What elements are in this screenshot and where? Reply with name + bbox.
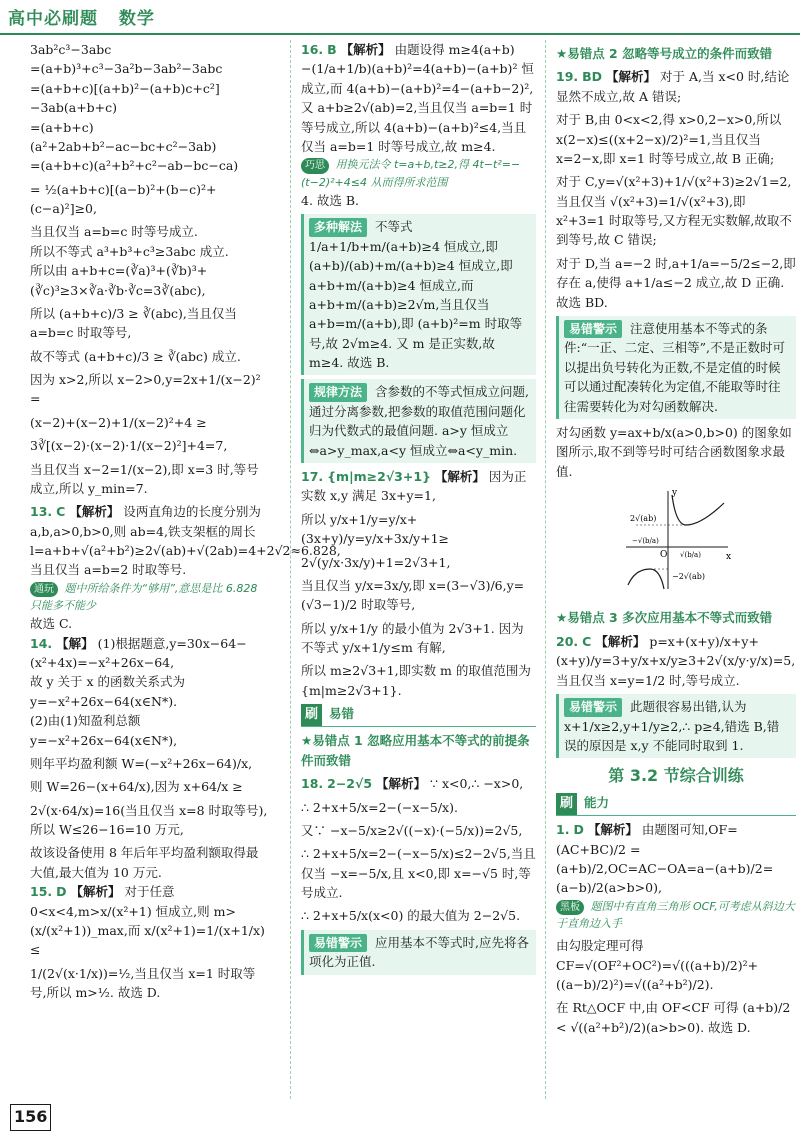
- tip-box-text: 不等式 1/a+1/b+m/(a+b)≥4 恒成立,即 (a+b)/(ab)+m/(a+b)≥4 恒成立,即 a+b+m/(a+b)≥4 恒成立,而 a+b+m/(a+b)≥2√m,当且仅当 a+b=m/(a+b),即 (a+b)²=m 时取等号,故 2√m≥4. 又 m 是正实数,故 m≥4. 故选 B.: [309, 219, 523, 371]
- analysis-tag: 【解析】: [376, 776, 427, 792]
- error-point-label: ★易错点 2: [556, 46, 618, 61]
- note-label: 通玩: [30, 582, 58, 598]
- answer-letter: D: [573, 822, 584, 838]
- book-title-text: 高中必刷题: [8, 9, 98, 29]
- tip-box-label: 易错警示: [564, 320, 622, 339]
- question-number: 19.: [556, 69, 579, 85]
- text-line: =(a+b+c)(a²+b²+c²−ab−bc−ca): [30, 158, 239, 174]
- section-tag: 刷: [556, 793, 577, 815]
- question-17: [301, 467, 536, 700]
- text-line: 3∛[(x−2)·(x−2)·1/(x−2)²]+4=7,: [30, 438, 228, 454]
- solution-text: 设两直角边的长度分别为 a,b,a>0,b>0,则 ab=4,铁支架框的周长: [30, 504, 261, 539]
- error-point-label: ★易错点 1: [301, 733, 363, 749]
- solution-text: 对于 B,由 0<x<2,得 x>0,2−x>0,所以 x(2−x)≤((x+2−x)/2)²=1,当且仅当 x=2−x,即 x=1 时等号成立,故 B 正确;: [556, 112, 782, 166]
- analysis-tag: 【解析】: [70, 884, 121, 900]
- question-20: [556, 632, 796, 690]
- solution-text: 对于 D,当 a=−2 时,a+1/a=−5/2≤−2,即存在 a,使得 a+1/a≤−2 成立,故 D 正确. 故选 BD.: [556, 255, 796, 310]
- y-axis-label: y: [672, 488, 678, 499]
- error-point-title: 忽略等号成立的条件而致错: [622, 46, 773, 61]
- error-point-title: 忽略应用基本不等式的前提条件而致错: [301, 733, 530, 768]
- text-line: = ½(a+b+c)[(a−b)²+(b−c)²+(c−a)²]≥0,: [30, 181, 217, 216]
- solution-text: 故选 C.: [30, 616, 73, 632]
- solution-text: 2√(x·64/x)=16(当且仅当 x=8 时取等号),所以 W≤26−16=10 万元,: [30, 802, 268, 838]
- analysis-tag: 【解析】: [595, 633, 646, 649]
- tip-box-warning: [556, 694, 796, 758]
- error-point-title: 多次应用基本不等式而致错: [622, 610, 773, 626]
- solution-text: 故 y 关于 x 的函数关系式为 y=−x²+26x−64(x∈N*).: [30, 674, 186, 709]
- tip-box-warning: [556, 316, 796, 419]
- analysis-tag: 【解析】: [587, 822, 638, 838]
- solution-text: 所以 y/x+1/y=y/x+(3x+y)/y=y/x+3x/y+1≥: [301, 511, 450, 547]
- solution-text: 由题图可知,OF=(AC+BC)/2 = (a+b)/2,OC=AC−OA=a−(a+b)/2=(a−b)/2(a>b>0),: [556, 822, 774, 896]
- solution-text: ∴ 2+x+5/x=2−(−x−5/x)≤2−2√5,当且仅当 −x=−5/x,且 x<0,即 x=−√5 时,等号成立.: [301, 846, 536, 900]
- text-line: (x−2)+(x−2)+1/(x−2)²+4 ≥: [30, 414, 207, 430]
- question-16: [301, 40, 536, 210]
- solution-text: 4. 故选 B.: [301, 192, 360, 208]
- question-number: 14.: [30, 635, 53, 651]
- analysis-tag: 【解析】: [434, 469, 485, 485]
- tip-box-method: [301, 379, 536, 463]
- text-line: 所以不等式 a³+b³+c³≥3abc 成立.: [30, 243, 229, 259]
- solution-text: 当且仅当 y/x=3x/y,即 x=(3−√3)/6,y=(√3−1)/2 时取等号,: [301, 577, 525, 613]
- answer-text: 2−2√5: [327, 776, 373, 792]
- text-line: 故不等式 (a+b+c)/3 ≥ ∛(abc) 成立.: [30, 348, 241, 364]
- solution-text: 2√(y/x·3x/y)+1=2√3+1,: [301, 554, 451, 570]
- max-value-label: 2√(ab): [630, 514, 657, 524]
- question-number: 13.: [30, 504, 53, 520]
- subject-label: 数学: [118, 9, 155, 29]
- solution-text: ∴ 2+x+5/x=2−(−x−5/x).: [301, 799, 458, 815]
- question-number: 17.: [301, 469, 324, 485]
- solution-text: 在 Rt△OCF 中,由 OF<CF 可得 (a+b)/2 < √((a²+b²)/2)(a>b>0). 故选 D.: [556, 1000, 791, 1035]
- margin-note: [556, 898, 796, 933]
- x-axis-label: x: [726, 552, 732, 563]
- hook-function-graph: [616, 485, 736, 595]
- solution-text: 所以 m≥2√3+1,即实数 m 的取值范围为 {m|m≥2√3+1}.: [301, 663, 531, 698]
- note-text: 用换元法令 t=a+b,t≥2,得 4t−t²=−(t−2)²+4≤4 从而得所求范围: [301, 158, 521, 189]
- answer-letter: C: [582, 633, 592, 649]
- solution-text: 故该设备使用 8 年后年平均盈利额取得最大值,最大值为 10 万元.: [30, 845, 259, 880]
- question-15: [30, 882, 270, 1002]
- note-text: 题图中有直角三角形 OCF,可考虑从斜边大于直角边入手: [556, 899, 795, 931]
- solution-text: ∵ x<0,∴ −x>0,: [430, 776, 524, 792]
- text-line: 当且仅当 a=b=c 时等号成立.: [30, 224, 198, 240]
- solution-text: (1)根据题意,y=30x−64−(x²+4x)=−x²+26x−64,: [30, 635, 247, 671]
- answer-letter: C: [56, 504, 66, 520]
- text-line: 所以由 a+b+c=(∛a)³+(∛b)³+(∛c)³≥3×∛a·∛b·∛c=3∛(abc),: [30, 263, 208, 298]
- question-number: 15.: [30, 884, 53, 900]
- analysis-tag: 【解析】: [340, 42, 391, 57]
- error-point-heading: [301, 731, 536, 770]
- page-number: 156: [10, 1104, 51, 1131]
- margin-note: [30, 580, 270, 615]
- solution-text: 对于 A,当 x<0 时,结论显然不成立,故 A 错误;: [556, 69, 790, 104]
- solution-text: 由题设得 m≥4(a+b)−(1/a+1/b)(a+b)²=4(a+b)−(a+b)² 恒成立,而 4(a+b)−(a+b)²=4−(a+b−2)²,: [301, 42, 534, 96]
- section-label: 易错: [329, 706, 355, 722]
- question-number: 16.: [301, 42, 324, 57]
- solution-text: 又∵ −x−5/x≥2√((−x)·(−5/x))=2√5,: [301, 822, 523, 838]
- question-number: 20.: [556, 633, 579, 649]
- question-1: [556, 820, 796, 1037]
- section-header-ability: [556, 793, 796, 816]
- text-line: =(a+b+c)(a²+2ab+b²−ac−bc+c²−3ab): [30, 119, 217, 154]
- text-line: 3ab²c³−3abc: [30, 42, 112, 57]
- tip-box-text: 含参数的不等式恒成立问题,通过分离参数,把参数的取值范围问题化归为代数式的最值问题. a>y 恒成立⇔a>y_max,a<y 恒成立⇔a<y_min.: [309, 384, 529, 458]
- tip-box-warning: [301, 930, 536, 975]
- question-13: [30, 502, 341, 633]
- section-header-errors: [301, 704, 536, 727]
- question-14: [30, 634, 270, 883]
- note-label: 巧思: [301, 158, 329, 174]
- positive-root-label: √(b/a): [680, 551, 701, 560]
- solution-text: 对勾函数 y=ax+b/x(a>0,b>0) 的图象如图所示,取不到等号时可结合函数图象求最值.: [556, 424, 792, 479]
- section-tag: 刷: [301, 704, 322, 726]
- solution-text: 对于 C,y=√(x²+3)+1/√(x²+3)≥2√1=2,当且仅当 √(x²+3)=1/√(x²+3),即 x²+3=1 时取等号,又方程无实数解,故取不到等号,故 C 错误;: [556, 174, 792, 248]
- origin-label: O: [660, 550, 668, 561]
- solution-text: ∴ 2+x+5/x(x<0) 的最大值为 2−2√5.: [301, 908, 521, 924]
- text-line: 所以 (a+b+c)/3 ≥ ∛(abc),当且仅当 a=b=c 时取等号,: [30, 305, 237, 341]
- header-divider: [0, 33, 800, 35]
- tip-box-label: 规律方法: [309, 383, 367, 402]
- answer-letter: B: [327, 42, 337, 57]
- tip-box-label: 多种解法: [309, 218, 367, 237]
- error-point-label: ★易错点 3: [556, 610, 618, 626]
- negative-root-label: −√(b/a): [632, 537, 659, 546]
- text-line: =(a+b+c)[(a+b)²−(a+b)c+c²]−3ab(a+b+c): [30, 80, 220, 116]
- analysis-tag: 【解析】: [69, 504, 120, 520]
- analysis-tag: 【解】: [56, 635, 94, 651]
- min-value-label: −2√(ab): [672, 572, 706, 582]
- solution-text: 由勾股定理可得 CF=√(OF²+OC²)=√(((a+b)/2)²+((a−b)/2)²)=√((a²+b²)/2).: [556, 938, 759, 993]
- tip-box-multiple-methods: [301, 214, 536, 375]
- solution-text: 则 W=26−(x+64/x),因为 x+64/x ≥: [30, 779, 243, 795]
- error-point-heading: [556, 44, 796, 63]
- solution-text: 则年平均盈利额 W=(−x²+26x−64)/x,: [30, 755, 253, 771]
- answer-letter: BD: [582, 69, 603, 85]
- solution-text: 因为正实数 x,y 满足 3x+y=1,: [301, 469, 527, 504]
- solution-text: 所以 y/x+1/y 的最小值为 2√3+1. 因为不等式 y/x+1/y≤m 有解,: [301, 620, 524, 656]
- margin-note: [301, 156, 536, 191]
- solution-text: l=a+b+√(a²+b²)≥2√(ab)+√(2ab)=4+2√2≈6.828,当且仅当 a=b=2 时取等号.: [30, 543, 341, 578]
- tip-box-text: 此题很容易出错,认为 x+1/x≥2,y+1/y≥2,∴ p≥4,错选 B,错误的原因是 x,y 不能同时取到 1.: [564, 698, 780, 753]
- section-label: 能力: [584, 795, 610, 811]
- solution-text: (2)由(1)知盈利总额 y=−x²+26x−64(x∈N*),: [30, 713, 178, 748]
- page-header: [0, 0, 800, 34]
- answer-text: {m|m≥2√3+1}: [327, 469, 431, 485]
- column-2: [290, 40, 536, 1099]
- question-number: 18.: [301, 776, 324, 792]
- answer-letter: D: [56, 884, 67, 900]
- curve-negative: [628, 569, 664, 589]
- curve-positive: [672, 495, 724, 525]
- analysis-tag: 【解析】: [606, 69, 657, 85]
- question-18: [301, 774, 536, 926]
- tip-box-text: 注意使用基本不等式的条件:“一正、二定、三相等”,不是正数时可以提出负号转化为正数,不是定值的时候可以通过配凑转化为定值,不能取等时往往需要转化为对勾函数解决.: [564, 320, 785, 414]
- note-label: 黑板: [556, 900, 584, 916]
- tip-box-text: 应用基本不等式时,应先将各项化为正值.: [309, 934, 529, 970]
- tip-box-label: 易错警示: [309, 934, 367, 953]
- text-line: 当且仅当 x−2=1/(x−2),即 x=3 时,等号成立,所以 y_min=7.: [30, 461, 259, 496]
- question-19: [556, 67, 796, 312]
- note-text: 题中所给条件为“够用”,意思是比 6.828 只能多不能少: [30, 581, 258, 613]
- question-number: 1.: [556, 822, 570, 838]
- error-point-heading: [556, 608, 796, 627]
- solution-text: 1/(2√(x·1/x))=½,当且仅当 x=1 时取等号,所以 m>½. 故选 D.: [30, 965, 256, 1001]
- column-3: [545, 40, 796, 1099]
- section-title: 第 3.2 节综合训练: [608, 766, 744, 786]
- solution-text: 又 a+b≥2√(ab)=2,当且仅当 a=b=1 时等号成立,所以 4(a+b)−(a+b)²≤4,当且仅当 a=b=1 时等号成立,故 m≥4.: [301, 100, 533, 154]
- text-line: =(a+b)³+c³−3a²b−3ab²−3abc: [30, 61, 223, 77]
- tip-box-label: 易错警示: [564, 698, 622, 717]
- solution-text: p=x+(x+y)/x+y+(x+y)/y=3+y/x+x/y≥3+2√(x/y·y/x)=5,当且仅当 x=y=1/2 时,等号成立.: [556, 633, 796, 688]
- text-line: 因为 x>2,所以 x−2>0,y=2x+1/(x−2)² =: [30, 372, 261, 407]
- solution-text: 对于任意 0<x<4,m>x/(x²+1) 恒成立,则 m>(x/(x²+1))_max,而 x/(x²+1)=1/(x+1/x) ≤: [30, 884, 265, 958]
- book-title: [8, 6, 155, 32]
